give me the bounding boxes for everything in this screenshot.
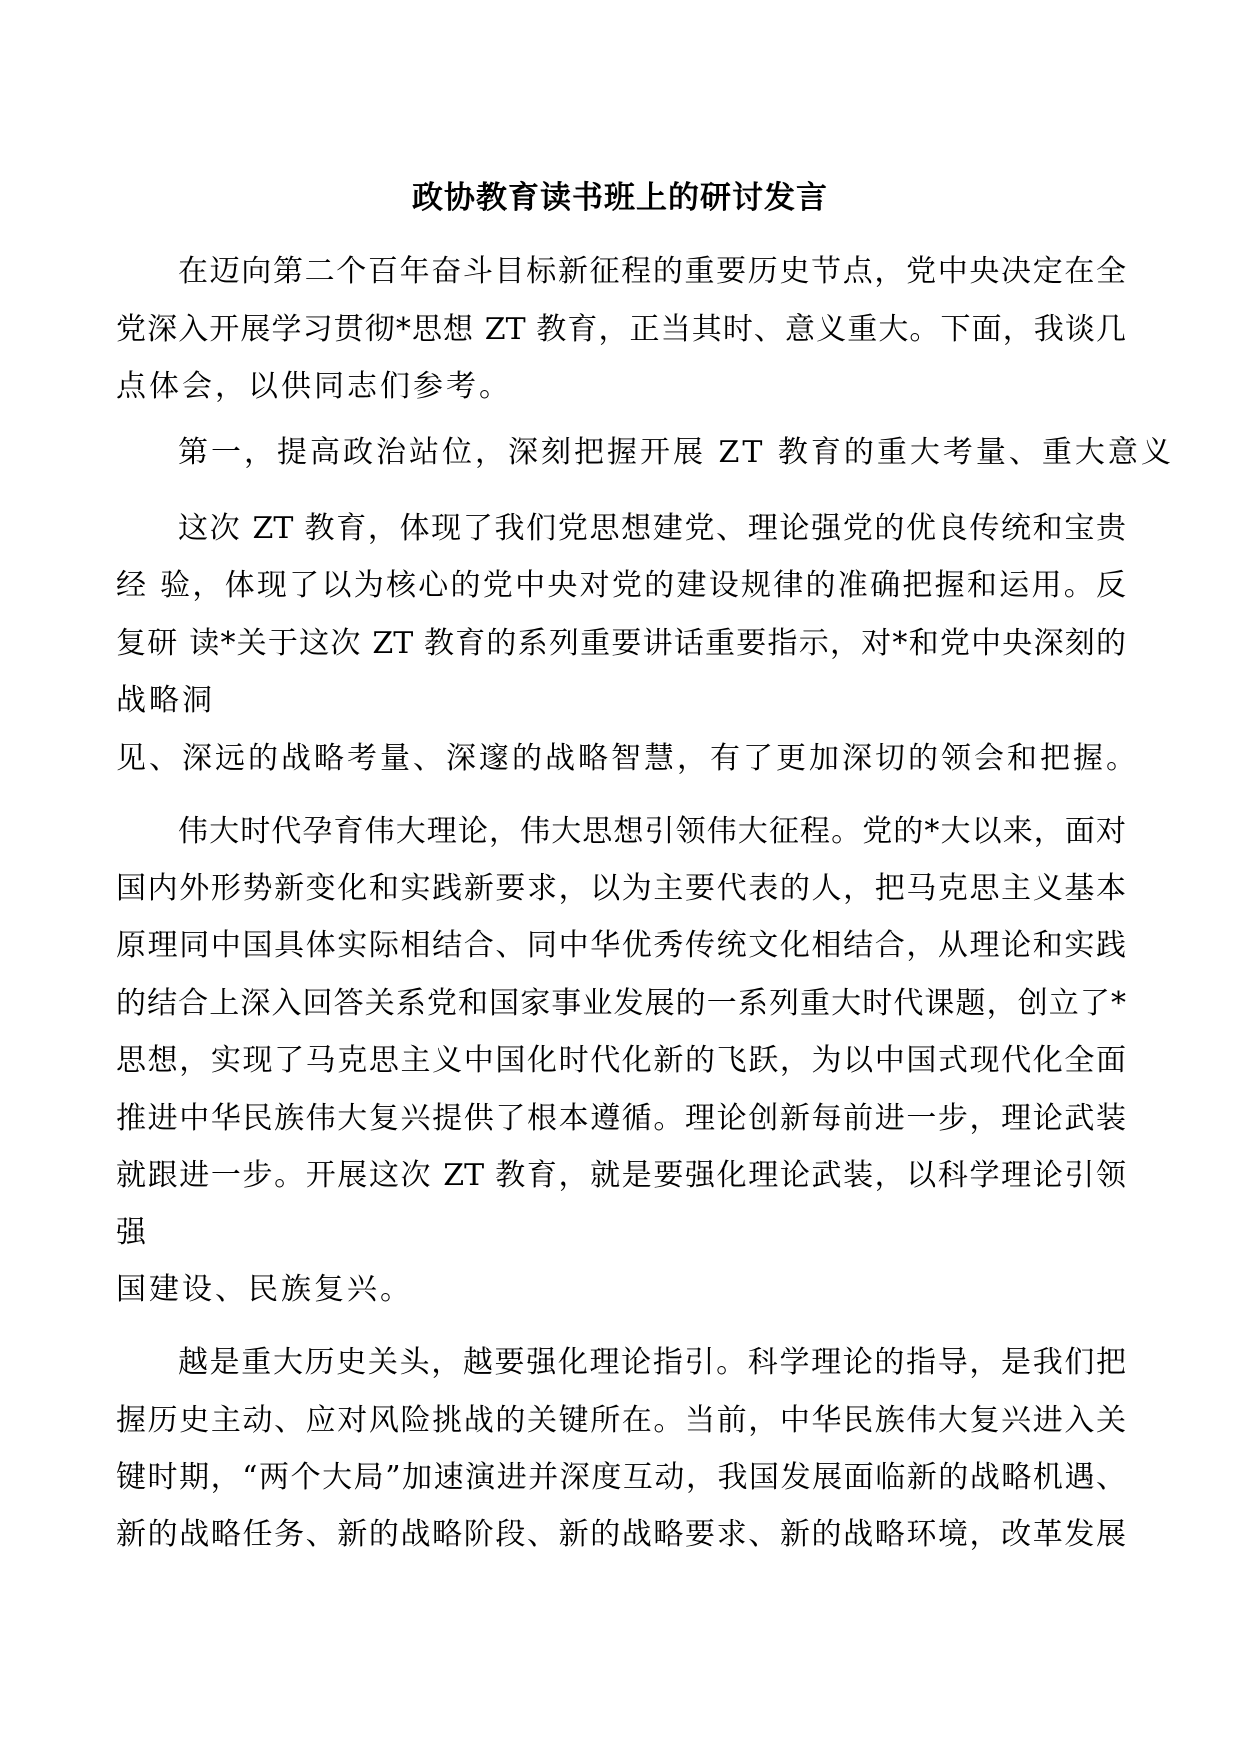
paragraph-line: 战略洞 [116,683,215,718]
paragraph-line: 伟大时代孕育伟大理论，伟大思想引领伟大征程。党的*大以来，面对 [178,814,1126,849]
section-heading: 第一，提高政治站位，深刻把握开展 ZT 教育的重大考量、重大意义 [178,435,1174,470]
paragraph-line: 在迈向第二个百年奋斗目标新征程的重要历史节点，党中央决定在全 [178,254,1126,289]
paragraph-line: 这次 ZT 教育，体现了我们党思想建党、理论强党的优良传统和宝贵 [178,511,1126,546]
paragraph-line: 新的战略任务、新的战略阶段、新的战略要求、新的战略环境，改革发展 [116,1517,1126,1552]
paragraph-line: 国内外形势新变化和实践新要求，以为主要代表的人，把马克思主义基本 [116,871,1126,906]
paragraph-line: 键时期，“两个大局”加速演进并深度互动，我国发展面临新的战略机遇、 [116,1460,1126,1495]
document-title: 政协教育读书班上的研讨发言 [412,180,828,216]
paragraph-line: 就跟进一步。开展这次 ZT 教育，就是要强化理论武装，以科学理论引领 [116,1158,1126,1193]
paragraph-line: 握历史主动、应对风险挑战的关键所在。当前，中华民族伟大复兴进入关 [116,1403,1126,1438]
paragraph-line: 国建设、民族复兴。 [116,1272,413,1307]
paragraph-line: 经 验，体现了以为核心的党中央对党的建设规律的准确把握和运用。反 [116,568,1126,603]
paragraph-line: 推进中华民族伟大复兴提供了根本遵循。理论创新每前进一步，理论武装 [116,1101,1126,1136]
paragraph-line: 原理同中国具体实际相结合、同中华优秀传统文化相结合，从理论和实践 [116,928,1126,963]
paragraph-line: 复研 读*关于这次 ZT 教育的系列重要讲话重要指示，对*和党中央深刻的 [116,626,1126,661]
paragraph-line: 见、深远的战略考量、深邃的战略智慧，有了更加深切的领会和把握。 [116,741,1139,776]
paragraph-line: 思想，实现了马克思主义中国化时代化新的飞跃，为以中国式现代化全面 [116,1043,1126,1078]
paragraph-line: 的结合上深入回答关系党和国家事业发展的一系列重大时代课题，创立了* [116,986,1126,1021]
paragraph-line: 点体会，以供同志们参考。 [116,369,512,404]
paragraph-line: 强 [116,1215,149,1250]
paragraph-line: 越是重大历史关头，越要强化理论指引。科学理论的指导，是我们把 [178,1345,1126,1380]
paragraph-line: 党深入开展学习贯彻*思想 ZT 教育，正当其时、意义重大。下面，我谈几 [116,312,1126,347]
